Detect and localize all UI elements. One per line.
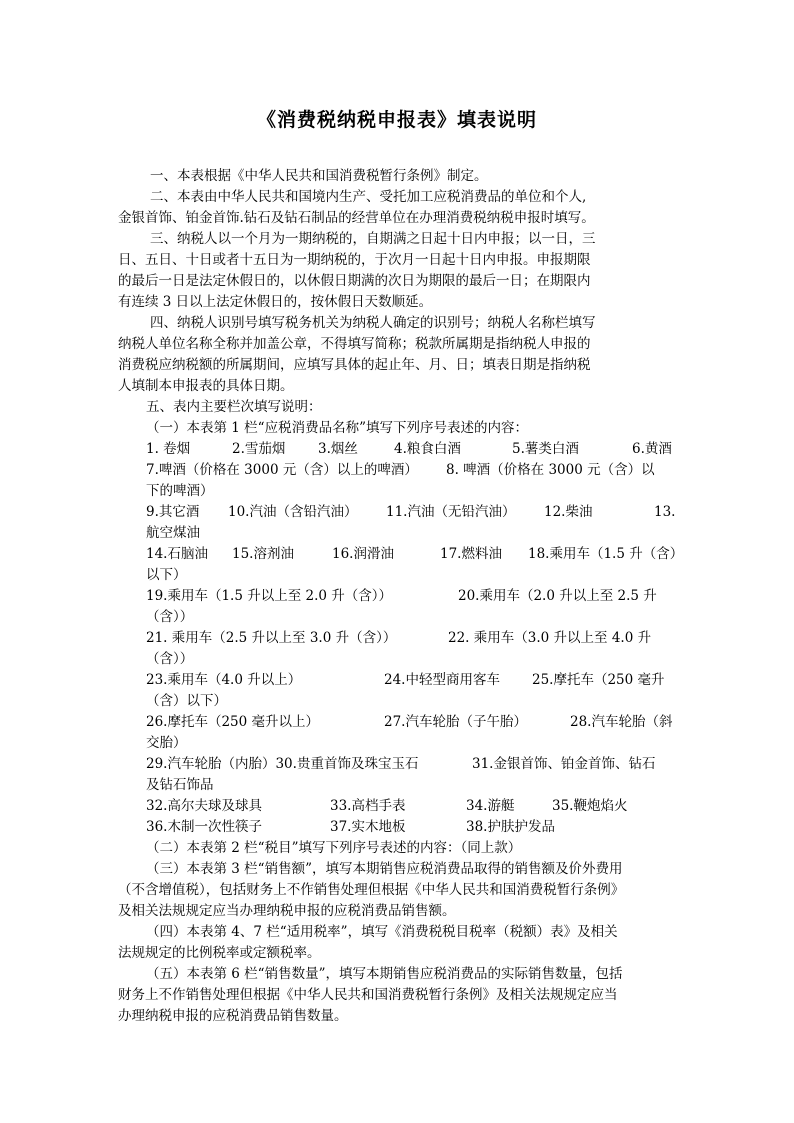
list-item: 14.石脑油	[146, 546, 208, 562]
paragraph-3-line-4: 有连续 3 日以上法定休假日的，按休假日天数顺延。	[118, 294, 433, 310]
list-item: 27.汽车轮胎（子午胎）	[384, 714, 527, 730]
list-item: 1. 卷烟	[146, 441, 191, 457]
list-item: 34.游艇	[466, 798, 515, 814]
list-item: 16.润滑油	[332, 546, 394, 562]
list-item: 20.乘用车（2.0 升以上至 2.5 升	[458, 588, 657, 604]
list-item: 22. 乘用车（3.0 升以上至 4.0 升	[448, 630, 652, 646]
list-item: 36.木制一次性筷子	[146, 819, 262, 835]
list-item: 19.乘用车（1.5 升以上至 2.0 升（含））	[146, 588, 393, 604]
list-item: 15.溶剂油	[232, 546, 294, 562]
list-item: 8. 啤酒（价格在 3000 元（含）以	[446, 462, 655, 478]
list-item: 26.摩托车（250 毫升以上）	[146, 714, 320, 730]
list-item: 37.实木地板	[330, 819, 406, 835]
list-item: 7.啤酒（价格在 3000 元（含）以上的啤酒）	[146, 462, 418, 478]
item-row-2-cont	[146, 481, 696, 501]
section-5-heading: 五、表内主要栏次填写说明：	[146, 399, 322, 415]
list-item: 32.高尔夫球及球具	[146, 798, 262, 814]
paragraph-4-line-3: 消费税应纳税额的所属期间，应填写具体的起止年、月、日；填表日期是指纳税	[118, 357, 591, 373]
item-row-1	[146, 439, 696, 459]
list-item: 33.高档手表	[330, 798, 406, 814]
subsection-5-line-2: 财务上不作销售处理但根据《中华人民共和国消费税暂行条例》及相关法规规定应当	[118, 987, 618, 1003]
list-item: 4.粮食白酒	[394, 441, 461, 457]
subsection-3-line-1: （三）本表第 3 栏“销售额”，填写本期销售应税消费品取得的销售额及价外费用	[146, 861, 623, 877]
list-item: 10.汽油（含铅汽油）	[228, 504, 358, 520]
document-title: 《消费税纳税申报表》填表说明	[256, 109, 537, 131]
subsection-3-line-2: （不含增值税），包括财务上不作销售处理但根据《中华人民共和国消费税暂行条例》	[118, 882, 625, 898]
paragraph-2-line-2: 金银首饰、铂金首饰.钻石及钻石制品的经营单位在办理消费税纳税申报时填写。	[118, 210, 595, 226]
subsection-4-line-2: 法规规定的比例税率或定额税率。	[118, 945, 321, 961]
list-item: 及钻石饰品	[146, 777, 214, 793]
list-item: 9.其它酒	[146, 504, 200, 520]
subsection-1-heading: （一）本表第 1 栏“应税消费品名称”填写下列序号表述的内容：	[146, 420, 528, 436]
item-row-4-cont	[146, 565, 696, 585]
list-item: （含）以下）	[146, 693, 227, 709]
list-item: 11.汽油（无铅汽油）	[386, 504, 516, 520]
list-item: 25.摩托车（250 毫升	[532, 672, 665, 688]
list-item: 3.烟丝	[318, 441, 358, 457]
item-row-6	[146, 628, 696, 648]
item-row-3	[146, 502, 696, 522]
list-item: 38.护肤护发品	[466, 819, 555, 835]
list-item: 6.黄酒	[632, 441, 672, 457]
list-item: 17.燃料油	[440, 546, 502, 562]
subsection-2: （二）本表第 2 栏“税目”填写下列序号表述的内容：（同上款）	[146, 840, 522, 856]
item-row-3-cont	[146, 523, 696, 543]
item-row-9	[146, 754, 696, 774]
paragraph-4-line-2: 纳税人单位名称全称并加盖公章，不得填写简称；税款所属期是指纳税人申报的	[118, 336, 591, 352]
paragraph-1: 一、本表根据《中华人民共和国消费税暂行条例》制定。	[150, 168, 488, 184]
list-item: 31.金银首饰、铂金首饰、钻石	[472, 756, 656, 772]
subsection-5-line-3: 办理纳税申报的应税消费品销售数量。	[118, 1008, 348, 1024]
item-row-8-cont	[146, 733, 696, 753]
paragraph-3-line-2: 日、五日、十日或者十五日为一期纳税的，于次月一日起十日内申报。申报期限	[118, 252, 591, 268]
paragraph-2-line-1: 二、本表由中华人民共和国境内生产、受托加工应税消费品的单位和个人,	[150, 189, 587, 205]
list-item: 2.雪茄烟	[232, 441, 286, 457]
list-item: （含））	[146, 651, 194, 667]
list-item: 下的啤酒）	[146, 483, 214, 499]
list-item: 28.汽车轮胎（斜	[570, 714, 673, 730]
list-item: 24.中轻型商用客车	[384, 672, 500, 688]
subsection-5-line-1: （五）本表第 6 栏“销售数量”，填写本期销售应税消费品的实际销售数量，包括	[146, 966, 623, 982]
list-item: 13.	[654, 504, 676, 520]
item-row-10	[146, 796, 696, 816]
list-item: 以下）	[146, 567, 187, 583]
item-row-6-cont	[146, 649, 696, 669]
item-row-7-cont	[146, 691, 696, 711]
item-row-7	[146, 670, 696, 690]
subsection-3-line-3: 及相关法规规定应当办理纳税申报的应税消费品销售额。	[118, 903, 456, 919]
paragraph-3-line-1: 三、纳税人以一个月为一期纳税的，自期满之日起十日内申报；以一日，三	[150, 231, 596, 247]
item-row-5	[146, 586, 696, 606]
item-row-9-cont	[146, 775, 696, 795]
list-item: （含））	[146, 609, 194, 625]
item-row-5-cont	[146, 607, 696, 627]
list-item: 12.柴油	[544, 504, 593, 520]
list-item: 交胎）	[146, 735, 187, 751]
list-item: 18.乘用车（1.5 升（含）	[528, 546, 684, 562]
list-item: 35.鞭炮焰火	[552, 798, 628, 814]
item-row-2	[146, 460, 696, 480]
item-row-4	[146, 544, 696, 564]
list-item: 5.薯类白酒	[512, 441, 579, 457]
list-item: 航空煤油	[146, 525, 200, 541]
item-row-11	[146, 817, 696, 837]
list-item: 29.汽车轮胎（内胎）30.贵重首饰及珠宝玉石	[146, 756, 419, 772]
list-item: 21. 乘用车（2.5 升以上至 3.0 升（含））	[146, 630, 397, 646]
paragraph-4-line-4: 人填制本申报表的具体日期。	[118, 378, 294, 394]
paragraph-3-line-3: 的最后一日是法定休假日的，以休假日期满的次日为期限的最后一日；在期限内	[118, 273, 591, 289]
list-item: 23.乘用车（4.0 升以上）	[146, 672, 302, 688]
paragraph-4-line-1: 四、纳税人识别号填写税务机关为纳税人确定的识别号；纳税人名称栏填写	[150, 315, 596, 331]
subsection-4-line-1: （四）本表第 4、7 栏“适用税率”，填写《消费税税目税率（税额）表》及相关	[146, 924, 618, 940]
item-row-8	[146, 712, 696, 732]
